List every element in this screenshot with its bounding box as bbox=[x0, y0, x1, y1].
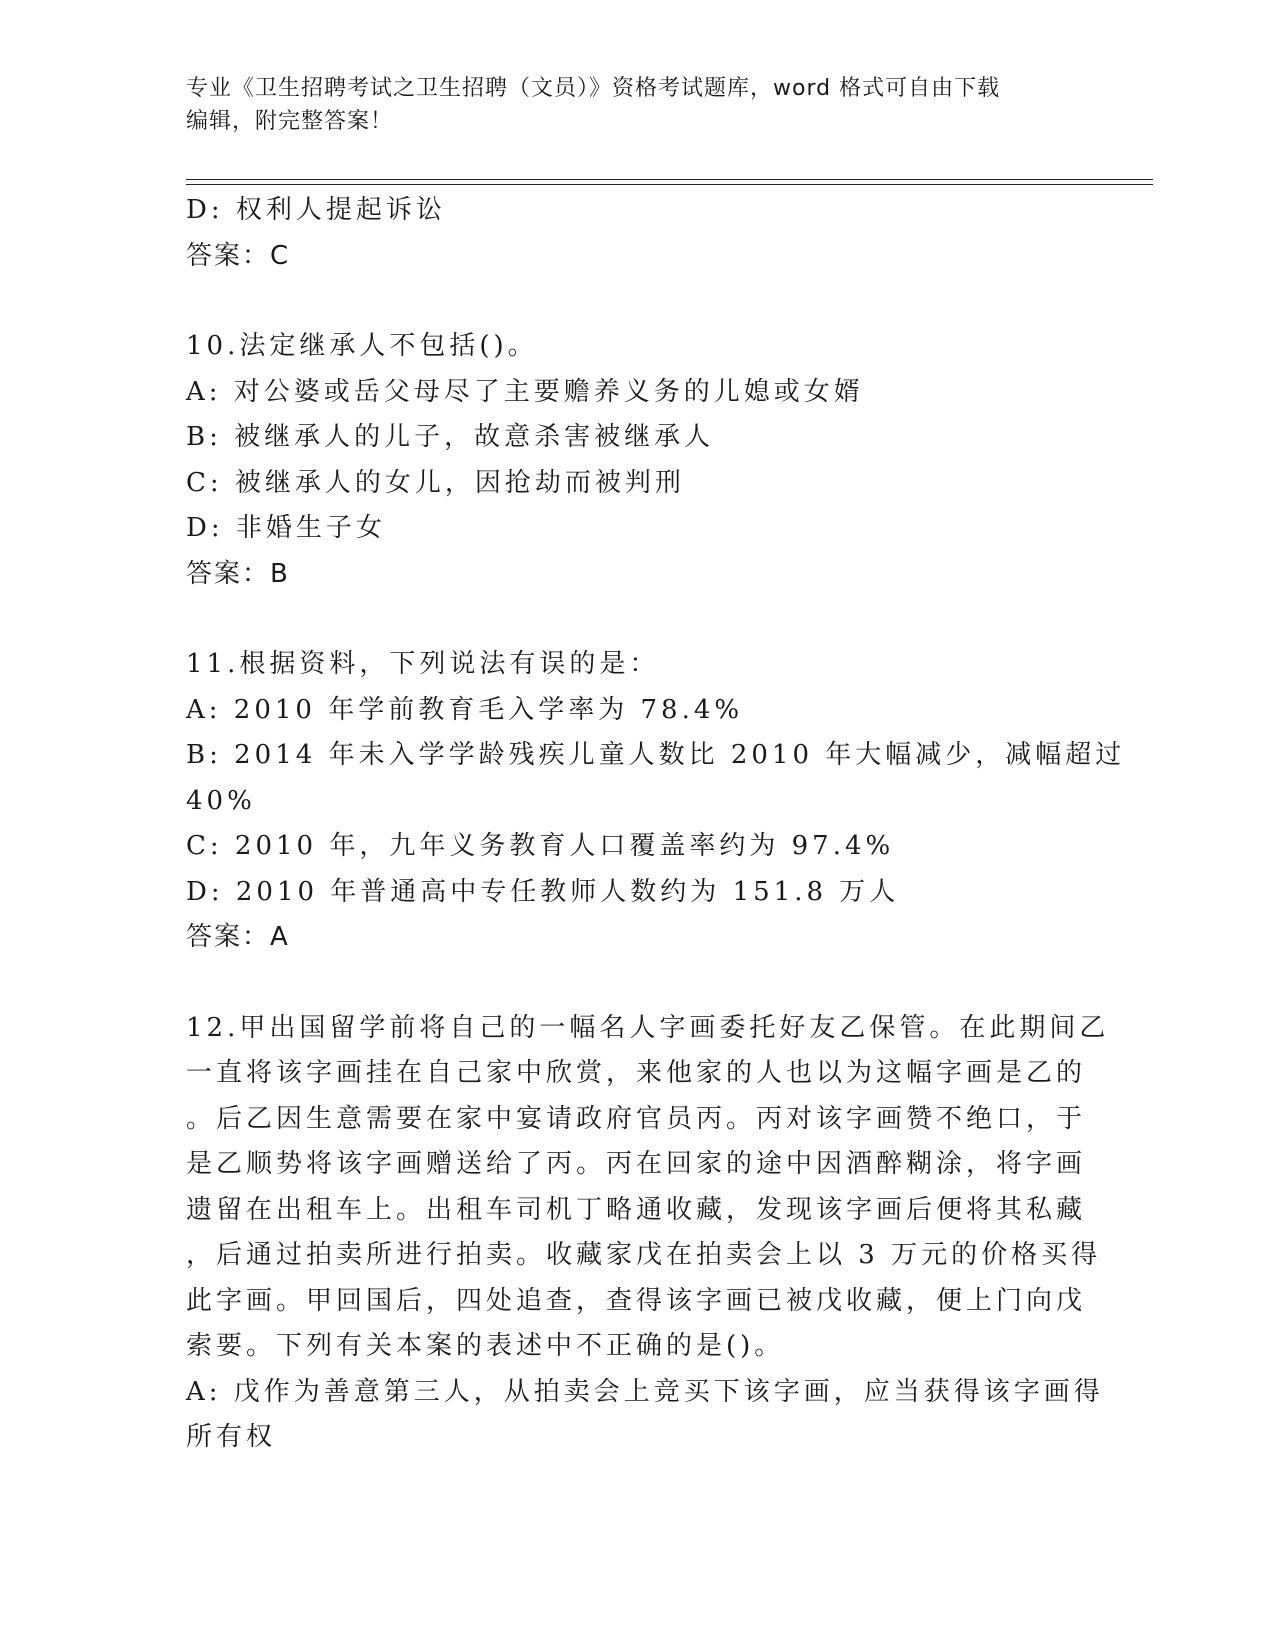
q12-stem-line: 索要。下列有关本案的表述中不正确的是()。 bbox=[186, 1331, 785, 1361]
q12-stem-line: 。后乙因生意需要在家中宴请政府官员丙。丙对该字画赞不绝口，于 bbox=[186, 1103, 1087, 1134]
q11-option-b-line-1: B: 2014 年未入学学龄残疾儿童人数比 2010 年大幅减少，减幅超过 bbox=[186, 740, 1126, 770]
q10-option-b: B: 被继承人的儿子，故意杀害被继承人 bbox=[186, 422, 715, 452]
q12-stem-line: 遗留在出租车上。出租车司机丁略通收藏，发现该字画后便将其私藏 bbox=[186, 1194, 1087, 1225]
spacer bbox=[186, 279, 1086, 324]
q11-option-d: D: 2010 年普通高中专任教师人数约为 151.8 万人 bbox=[186, 876, 900, 907]
q9-answer: 答案：C bbox=[186, 240, 291, 271]
q9-option-d: D: 权利人提起诉讼 bbox=[186, 195, 446, 225]
q10-option-a: A: 对公婆或岳父母尽了主要赡养义务的儿媳或女婿 bbox=[186, 376, 864, 407]
q10-answer: 答案：B bbox=[186, 558, 290, 589]
q10-option-d: D: 非婚生子女 bbox=[186, 513, 386, 543]
spacer bbox=[186, 961, 1086, 1006]
q12-stem-line: ，后通过拍卖所进行拍卖。收藏家戊在拍卖会上以 3 万元的价格买得 bbox=[186, 1240, 1102, 1270]
q11-option-c: C: 2010 年，九年义务教育人口覆盖率约为 97.4% bbox=[186, 831, 895, 861]
q11-option-b-line-2: 40% bbox=[186, 785, 256, 816]
header-line-1: 专业《卫生招聘考试之卫生招聘（文员）》资格考试题库，word 格式可自由下载 bbox=[186, 76, 1001, 101]
q12-option-a-line-1: A: 戊作为善意第三人，从拍卖会上竞买下该字画，应当获得该字画得 bbox=[186, 1376, 1104, 1407]
q10-stem: 10.法定继承人不包括()。 bbox=[186, 331, 538, 361]
q12-stem-line: 一直将该字画挂在自己家中欣赏，来他家的人也以为这幅字画是乙的 bbox=[186, 1058, 1087, 1088]
q12-stem-line: 12.甲出国留学前将自己的一幅名人字画委托好友乙保管。在此期间乙 bbox=[186, 1012, 1110, 1043]
spacer bbox=[186, 597, 1086, 642]
header-line-2: 编辑，附完整答案！ bbox=[186, 109, 394, 134]
document-header bbox=[186, 72, 1066, 138]
q11-answer: 答案：A bbox=[186, 922, 290, 952]
q11-option-a: A: 2010 年学前教育毛入学率为 78.4% bbox=[186, 694, 744, 725]
q12-stem-line: 此字画。甲回国后，四处追查，查得该字画已被戊收藏，便上门向戊 bbox=[186, 1285, 1087, 1316]
header-rule-top bbox=[186, 179, 1153, 180]
q12-option-a-line-2: 所有权 bbox=[186, 1422, 277, 1452]
q10-option-c: C: 被继承人的女儿，因抢劫而被判刑 bbox=[186, 467, 685, 498]
header-rule-bottom bbox=[186, 184, 1153, 185]
document-body bbox=[186, 188, 1126, 1461]
q11-stem: 11.根据资料，下列说法有误的是： bbox=[186, 649, 660, 679]
q12-stem-line: 是乙顺势将该字画赠送给了丙。丙在回家的途中因酒醉糊涂，将字画 bbox=[186, 1149, 1087, 1179]
